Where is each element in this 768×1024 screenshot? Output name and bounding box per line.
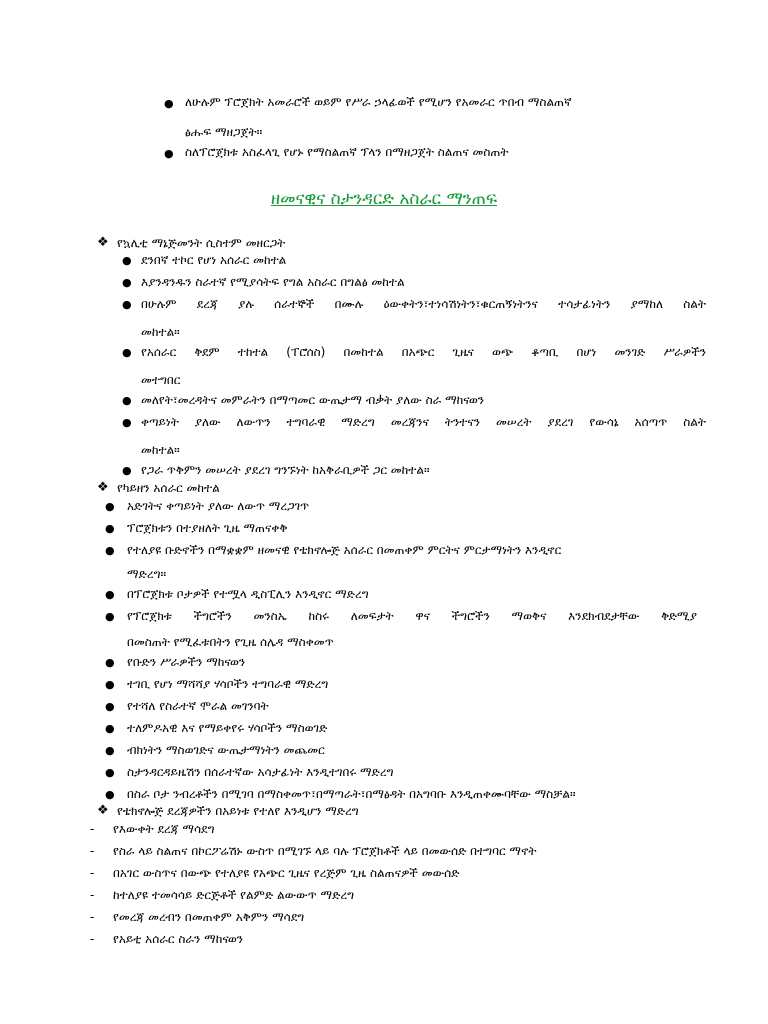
list-item-continuation: ማድረግ። xyxy=(127,567,167,581)
list-item: የተለያዩ ቡድኖችን በማቋቋም ዘመናዊ የቴክኖሎጅ አሰራር በመጠቀም ምርትና ምርታማነትን እንዲኖር xyxy=(127,543,562,557)
list-item: የፕሮጀክቱ ችግሮችን መንስኤ ከስሩ ለመፍታት ዋና ችግሮችን ማወቅና እንደክብደታቸው ቅድሚያ xyxy=(127,609,697,623)
intro-bullet-continuation: ፅሑፍ ማዘጋጀት። xyxy=(185,125,263,139)
list-item: መለየት፣መረዳትና መምራትን በማጣመር ውጤታማ ብቃት ያለው ስራ ማከናወን xyxy=(141,393,485,407)
bullet-dot: ● xyxy=(105,744,115,757)
list-item-continuation: መተግበር xyxy=(141,373,181,387)
bullet-dot: ● xyxy=(122,298,132,311)
dash-bullet: - xyxy=(90,910,95,924)
bullet-dot: ● xyxy=(105,522,115,535)
bullet-dot: ● xyxy=(164,97,174,110)
bullet-dot: ● xyxy=(105,788,115,801)
bullet-dot: ● xyxy=(105,700,115,713)
bullet-dot: ● xyxy=(105,500,115,513)
list-item: የስራ ላይ ስልጠና በኮርፖሬሽኑ ውስጥ በሚገኙ ላይ ባሉ ፕሮጀክቶች ላይ በመውሰድ በተግባር ማኖት xyxy=(113,844,537,858)
list-item: የቡድን ሥራዎችን ማከናወን xyxy=(127,655,246,669)
dash-bullet: - xyxy=(90,822,95,836)
bullet-dot: ● xyxy=(105,722,115,735)
list-item: የአሰራር ቅደም ተከተል (ፐሮሰስ) በመከተል በአጭር ጊዜና ወጭ ቆጣቢ በሆነ መንገድ ሥራዎችን xyxy=(141,345,706,359)
bullet-dot: ● xyxy=(105,766,115,779)
list-item: በስራ ቦታ ንብረቶችን በሚገባ በማስቀመጥ፣በማጣራት፣በማፅዳት በአግባቡ እንዲጠቀሙባቸው ማስቻል። xyxy=(127,787,576,801)
bullet-dot: ● xyxy=(122,416,132,429)
list-item-continuation: በመስጠት የሚፈቱበትን የጊዜ ሰሌዳ ማስቀመጥ xyxy=(127,635,334,649)
dash-bullet: - xyxy=(90,844,95,858)
dash-bullet: - xyxy=(90,866,95,880)
list-item: በአገር ውስጥና በውጭ የተለያዩ የአጭር ጊዜና የረጅም ጊዜ ስልጠናዎች መውሰድ xyxy=(113,866,460,880)
bullet-dot: ● xyxy=(105,610,115,623)
diamond-bullet-icon: ❖ xyxy=(97,235,109,250)
dash-bullet: - xyxy=(90,888,95,902)
bullet-dot: ● xyxy=(105,544,115,557)
list-item: በፕሮጀክቱ ቦታዎች የተሟላ ዲስፒሊን እንዲኖር ማድረግ xyxy=(127,587,369,601)
section-heading: ዘመናዊና ስታንዳርድ አስራር ማንጠፍ xyxy=(270,189,498,209)
list-item-continuation: መከተል። xyxy=(141,325,180,339)
bullet-dot: ● xyxy=(122,276,132,289)
list-item: በሁሉም ደረጃ ያሉ ሰራተኞች በሙሉ ዕውቀትን፣ተነሳሽነትን፣ቁርጠኝነትንና ተሳታፊነትን ያማከለ ስልት xyxy=(141,297,706,311)
bullet-dot: ● xyxy=(164,147,174,160)
list-item-continuation: መከተል። xyxy=(141,443,180,457)
bullet-dot: ● xyxy=(122,254,132,267)
bullet-dot: ● xyxy=(105,656,115,669)
list-item: የእውቀት ደረጃ ማሳደግ xyxy=(113,822,215,836)
list-item: ተገቢ የሆነ ማሻሻያ ሃሳቦችን ተግባራዊ ማድረግ xyxy=(127,677,329,691)
list-item: የተሻለ የስራተኛ ሞራል መገንባት xyxy=(127,699,269,713)
bullet-dot: ● xyxy=(122,346,132,359)
bullet-dot: ● xyxy=(122,464,132,477)
bullet-dot: ● xyxy=(122,394,132,407)
list-item: ቀጣይነት ያለው ለውጥን ተግባራዊ ማድረግ መረጃንና ትንተናን መሠረት ያደረገ የውሳኔ አሰጣጥ ስልት xyxy=(141,415,706,429)
list-item: ስታንዳርዳይዜሽን በሰራተኛው አሳታፊነት እንዲተገበሩ ማድረግ xyxy=(127,765,394,779)
list-item: የመረጃ መረብን በመጠቀም አቅምን ማሳደግ xyxy=(113,910,305,924)
intro-bullet-text: ስለፕሮጀክቱ አስፈላጊ የሆኑ የማስልጠኛ ፕላን በማዘጋጀት ስልጠና መስጠት xyxy=(185,145,509,159)
list-item: ከተለያዩ ተመሳሳይ ድርጅቶች የልምድ ልውውጥ ማድረግ xyxy=(113,888,355,902)
list-item: ፕሮጀክቱን በተያዘለት ጊዜ ማጠናቀቅ xyxy=(127,521,288,535)
dash-bullet: - xyxy=(90,932,95,946)
intro-bullet-text: ለሁሉም ፕሮጀክት አመራሮች ወይም የሥራ ኃላፊወች የሚሆን የአመራር ጥበብ ማስልጠኛ xyxy=(185,95,572,109)
list-item: አድገትና ቀጣይነት ያለው ለውጥ ማረጋገጥ xyxy=(127,499,310,513)
list-item: ደንበኛ ተኮር የሆነ አሰራር መከተል xyxy=(141,253,287,267)
bullet-dot: ● xyxy=(105,678,115,691)
list-item: የጋራ ጥቅምን መሠረት ያደረገ ግንኙነት ከአቅራቢዎች ጋር መከተል። xyxy=(141,463,430,477)
section1-title: የኳሊቲ ማኔጅመንት ሲስተም መዘርጋት xyxy=(117,236,286,250)
section2-title: የካይዘን አሰራር መከተል xyxy=(117,481,220,495)
diamond-bullet-icon: ❖ xyxy=(97,803,109,818)
list-item: እያንዳንዱን ስራተኛ የሚያሳትፍ የግል አስራር በግልፅ መከተል xyxy=(141,275,405,289)
diamond-bullet-icon: ❖ xyxy=(97,480,109,495)
bullet-dot: ● xyxy=(105,588,115,601)
section3-title: የቴክኖሎጅ ደረጃዎችን በአይነቱ የተለየ እንዲሆን ማድረግ xyxy=(117,804,359,818)
list-item: ብክነትን ማስወገድና ውጤታማነትን መጨመር xyxy=(127,743,325,757)
list-item: ተለምዶአዊ እና የማይቀየሩ ሃሳቦችን ማስወገድ xyxy=(127,721,328,735)
list-item: የአይቲ አሰራር ስራን ማከናወን xyxy=(113,932,244,946)
